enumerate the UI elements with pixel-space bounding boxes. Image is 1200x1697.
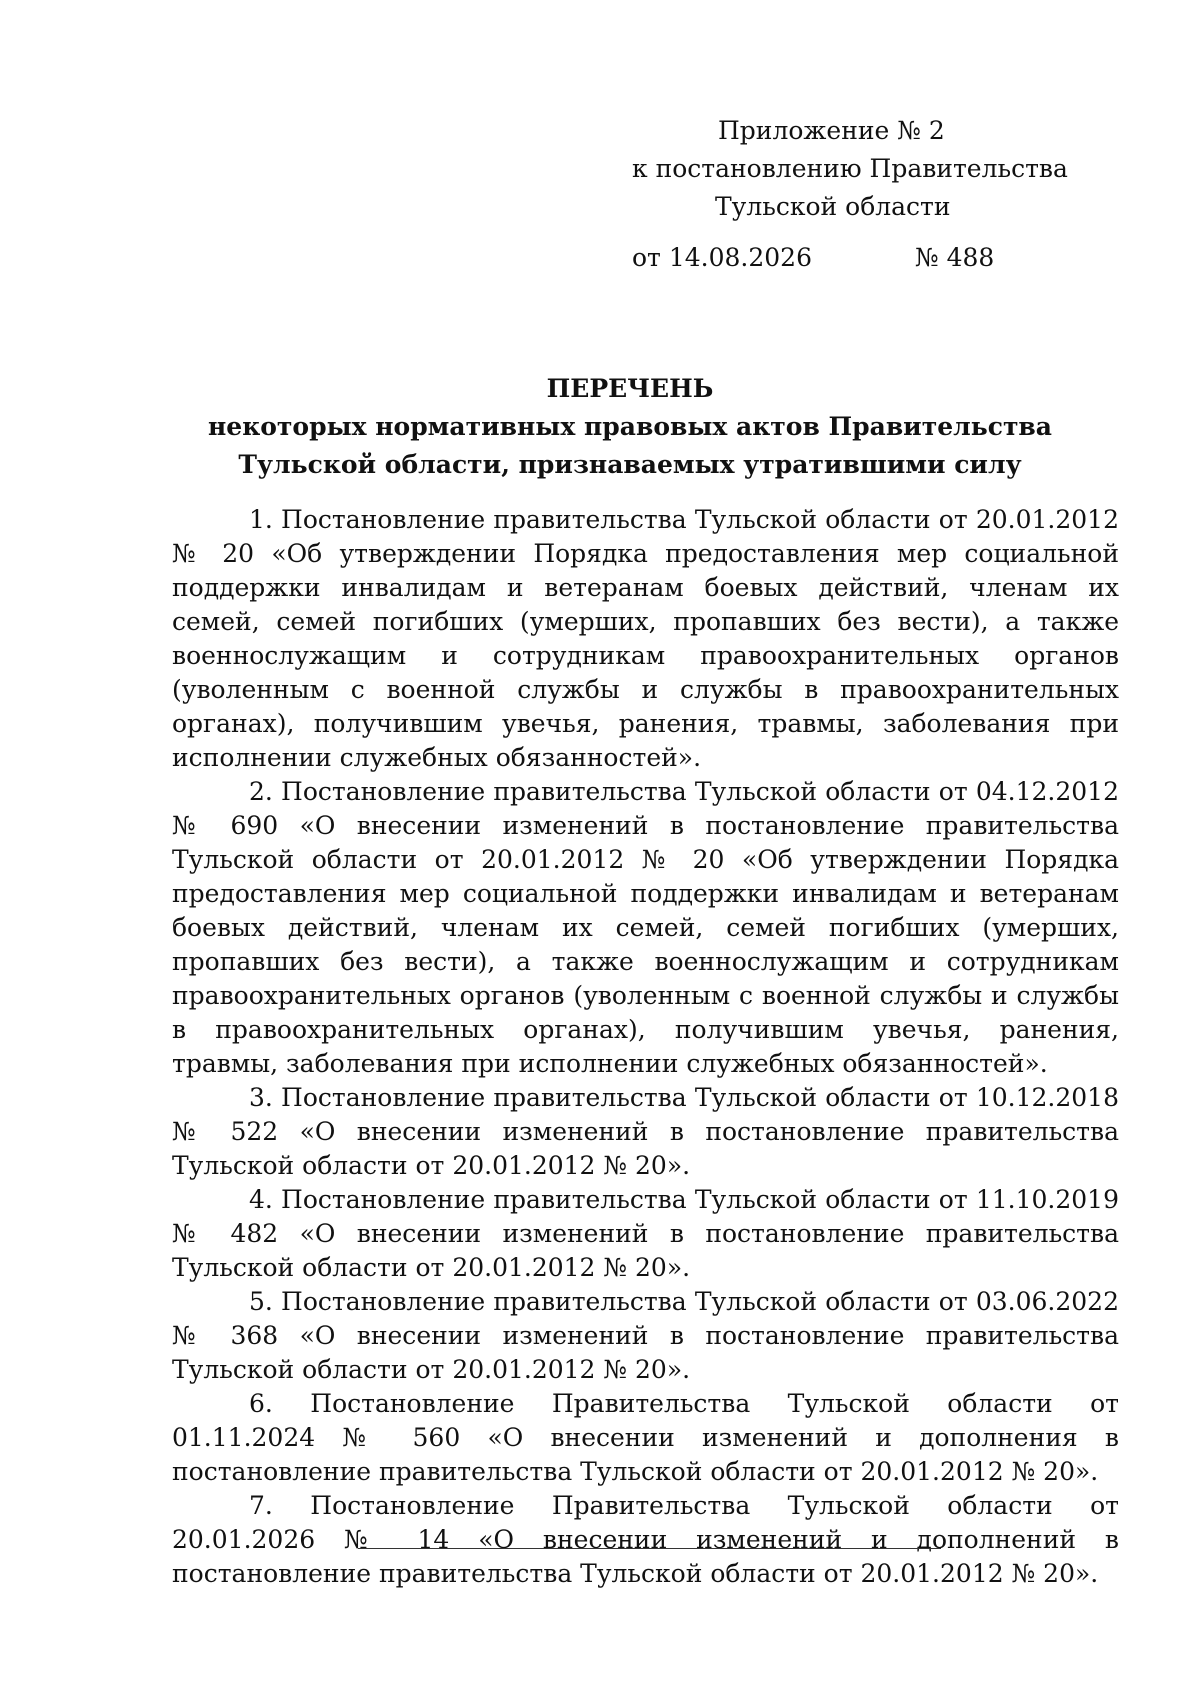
list-item: 2. Постановление правительства Тульской области от 04.12.2012 № 690 «О внесении изменений в постановление правительства Тульской области от 20.01.2012 № 20 «Об утверждении Порядка предоставления мер социальной поддержки инвалидам и ветеранам боевых действий, членам их семей, семей погибших (умерших, пропавших без вести), а также военнослужащим и сотрудникам правоохранительных органов (уволенным с военной службы и службы в правоохранительных органах), получившим увечья, ранения, травмы, заболевания при исполнении служебных обязанностей».: [172, 777, 1119, 1078]
list-item: 4. Постановление правительства Тульской области от 11.10.2019 № 482 «О внесении изменений в постановление правительства Тульской области от 20.01.2012 № 20».: [172, 1185, 1119, 1282]
resolution-number: № 488: [915, 243, 995, 272]
list-item: 6. Постановление Правительства Тульской области от 01.11.2024 № 560 «О внесении изменений и дополнения в постановление правительства Тульской области от 20.01.2012 № 20».: [172, 1389, 1119, 1486]
title-subtitle-line-2: Тульской области, признаваемых утратившими силу: [238, 450, 1022, 479]
title-heading: ПЕРЕЧЕНЬ: [546, 374, 714, 403]
appendix-number: Приложение № 2: [718, 116, 945, 145]
document-title: [170, 370, 1090, 484]
list-item: 1. Постановление правительства Тульской области от 20.01.2012 № 20 «Об утверждении Порядка предоставления мер социальной поддержки инвалидам и ветеранам боевых действий, членам их семей, семей погибших (умерших, пропавших без вести), а также военнослужащим и сотрудникам правоохранительных органов (уволенным с военной службы и службы в правоохранительных органах), получившим увечья, ранения, травмы, заболевания при исполнении служебных обязанностей».: [172, 505, 1119, 772]
appendix-region: Тульской области: [715, 192, 951, 221]
resolution-date: от 14.08.2026: [632, 243, 812, 272]
list-item: 3. Постановление правительства Тульской области от 10.12.2018 № 522 «О внесении изменений в постановление правительства Тульской области от 20.01.2012 № 20».: [172, 1083, 1119, 1180]
list-item: 5. Постановление правительства Тульской области от 03.06.2022 № 368 «О внесении изменений в постановление правительства Тульской области от 20.01.2012 № 20».: [172, 1287, 1119, 1384]
appendix-reference: к постановлению Правительства: [632, 154, 1068, 183]
acts-list: [172, 503, 1119, 1591]
list-item: 7. Постановление Правительства Тульской области от 20.01.2026 № 14 «О внесении изменений и дополнений в постановление правительства Тульской области от 20.01.2012 № 20».: [172, 1491, 1119, 1588]
appendix-header: [590, 112, 1068, 226]
closing-divider: [358, 1548, 941, 1549]
title-subtitle-line-1: некоторых нормативных правовых актов Правительства: [207, 412, 1053, 441]
